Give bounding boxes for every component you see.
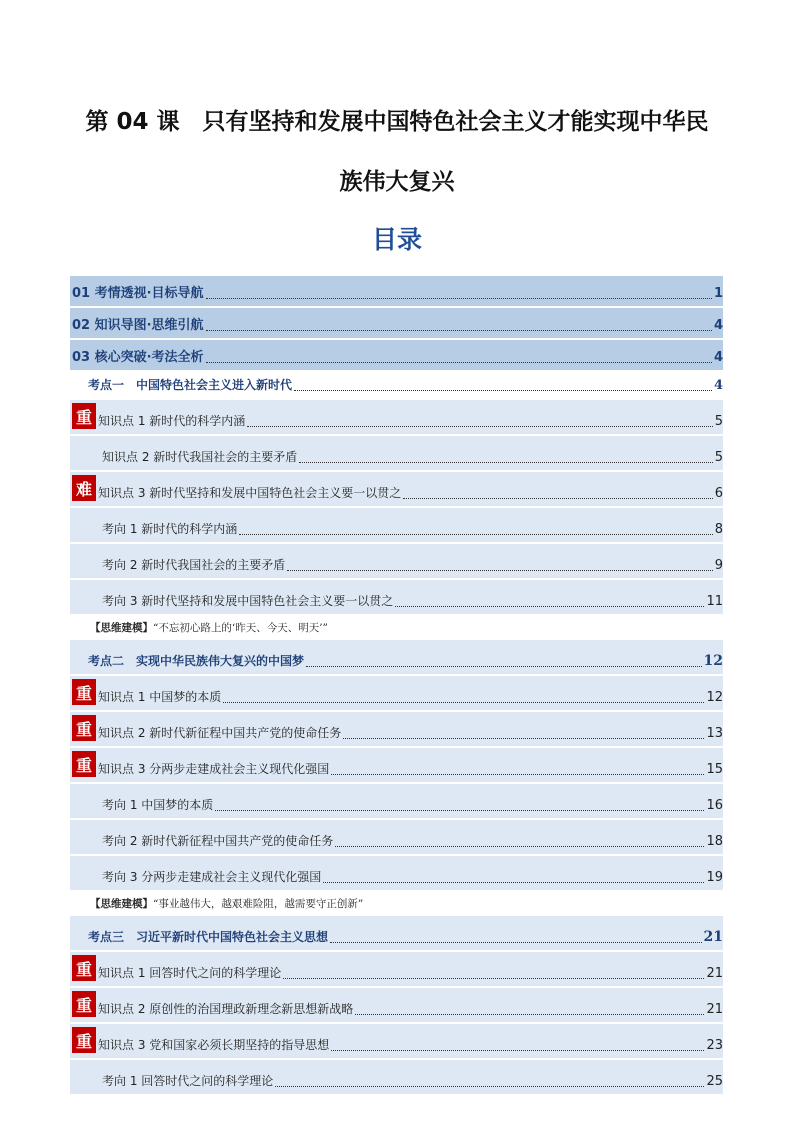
toc-page-number: 8: [714, 522, 723, 537]
thinking-model-text: “不忘初心路上的‘昨天、今天、明天’”: [153, 621, 328, 634]
dot-leader: [275, 1085, 704, 1087]
toc-section-02[interactable]: [70, 308, 723, 338]
dot-leader: [335, 845, 704, 847]
thinking-model-tag: 【思维建模】: [90, 621, 153, 634]
toc-page-number: 21: [706, 966, 723, 981]
toc-page-number: 21: [706, 1002, 723, 1017]
dot-leader: [287, 569, 712, 571]
toc-entry-label: 知识点 3 新时代坚持和发展中国特色社会主义要一以贯之: [98, 486, 402, 500]
toc-section-01[interactable]: [70, 276, 723, 306]
toc-page-number: 1: [713, 286, 723, 301]
toc-page-number: 25: [706, 1074, 723, 1089]
dot-leader: [206, 329, 712, 331]
toc-entry-label: 知识点 1 回答时代之问的科学理论: [98, 966, 282, 980]
toc-page-number: 16: [706, 798, 723, 813]
dot-leader: [247, 425, 712, 427]
toc-heading: 目录: [371, 225, 422, 254]
toc-page-number: 5: [714, 414, 723, 429]
thinking-model-text: “事业越伟大，越艰难险阻，越需要守正创新”: [153, 897, 364, 910]
toc-page-number: 13: [706, 726, 723, 741]
dot-leader: [215, 809, 704, 811]
toc-exam-direction[interactable]: [70, 856, 723, 890]
toc-page-number: 4: [713, 318, 723, 333]
toc-topic-3[interactable]: [70, 916, 723, 950]
table-of-contents: [70, 276, 723, 1096]
toc-entry-label: 知识点 2 新时代我国社会的主要矛盾: [102, 450, 298, 464]
dot-leader: [223, 701, 704, 703]
toc-entry-label: 考向 2 新时代新征程中国共产党的使命任务: [102, 834, 334, 848]
toc-exam-direction[interactable]: [70, 784, 723, 818]
toc-entry-label: 考点二 实现中华民族伟大复兴的中国梦: [88, 654, 305, 668]
toc-entry-label: 考点一 中国特色社会主义进入新时代: [88, 378, 293, 392]
toc-entry-label: 02 知识导图·思维引航: [72, 318, 204, 333]
toc-page-number: 12: [703, 653, 723, 669]
toc-knowledge-point[interactable]: [70, 436, 723, 470]
key-badge: 重: [72, 403, 96, 429]
toc-knowledge-point[interactable]: [70, 952, 723, 986]
toc-page-number: 11: [706, 594, 723, 609]
toc-page-number: 5: [714, 450, 723, 465]
toc-page-number: 18: [706, 834, 723, 849]
toc-exam-direction[interactable]: [70, 820, 723, 854]
toc-entry-label: 考向 1 新时代的科学内涵: [102, 522, 238, 536]
toc-entry-label: 考向 3 新时代坚持和发展中国特色社会主义要一以贯之: [102, 594, 394, 608]
toc-entry-label: 考向 1 中国梦的本质: [102, 798, 214, 812]
key-badge: 重: [72, 1027, 96, 1053]
dot-leader: [331, 1049, 704, 1051]
document-title-line-1: 第 04 课 只有坚持和发展中国特色社会主义才能实现中华民: [85, 109, 709, 135]
dot-leader: [330, 941, 702, 943]
toc-entry-label: 知识点 1 新时代的科学内涵: [98, 414, 246, 428]
dot-leader: [331, 773, 704, 775]
toc-knowledge-point[interactable]: [70, 676, 723, 710]
toc-entry-label: 知识点 2 新时代新征程中国共产党的使命任务: [98, 726, 342, 740]
toc-entry-label: 知识点 3 党和国家必须长期坚持的指导思想: [98, 1038, 330, 1052]
toc-topic-2[interactable]: [70, 640, 723, 674]
dot-leader: [206, 361, 712, 363]
dot-leader: [299, 461, 712, 463]
toc-entry-label: 考向 2 新时代我国社会的主要矛盾: [102, 558, 286, 572]
toc-exam-direction[interactable]: [70, 1060, 723, 1094]
key-badge: 重: [72, 715, 96, 741]
toc-entry-label: 知识点 1 中国梦的本质: [98, 690, 222, 704]
toc-knowledge-point[interactable]: [70, 748, 723, 782]
key-badge: 重: [72, 751, 96, 777]
key-badge: 重: [72, 679, 96, 705]
dot-leader: [206, 297, 712, 299]
toc-entry-label: 知识点 3 分两步走建成社会主义现代化强国: [98, 762, 330, 776]
toc-knowledge-point[interactable]: [70, 1024, 723, 1058]
dot-leader: [283, 977, 704, 979]
dot-leader: [323, 881, 704, 883]
toc-knowledge-point[interactable]: [70, 400, 723, 434]
thinking-model-note: [70, 892, 723, 914]
dot-leader: [395, 605, 704, 607]
key-badge: 重: [72, 991, 96, 1017]
dot-leader: [306, 665, 702, 667]
toc-knowledge-point[interactable]: [70, 988, 723, 1022]
toc-exam-direction[interactable]: [70, 580, 723, 614]
toc-page-number: 23: [706, 1038, 723, 1053]
dot-leader: [403, 497, 712, 499]
toc-entry-label: 考点三 习近平新时代中国特色社会主义思想: [88, 930, 329, 944]
toc-page-number: 19: [706, 870, 723, 885]
toc-entry-label: 考向 1 回答时代之问的科学理论: [102, 1074, 274, 1088]
dot-leader: [239, 533, 712, 535]
toc-entry-label: 知识点 2 原创性的治国理政新理念新思想新战略: [98, 1002, 354, 1016]
toc-page-number: 4: [713, 378, 723, 393]
toc-page-number: 4: [713, 350, 723, 365]
dot-leader: [355, 1013, 704, 1015]
toc-page-number: 15: [706, 762, 723, 777]
key-badge: 重: [72, 955, 96, 981]
difficult-badge: 难: [72, 475, 96, 501]
dot-leader: [343, 737, 704, 739]
toc-section-03[interactable]: [70, 340, 723, 370]
toc-page-number: 9: [714, 558, 723, 573]
thinking-model-note: [70, 616, 723, 638]
toc-exam-direction[interactable]: [70, 544, 723, 578]
toc-entry-label: 03 核心突破·考法全析: [72, 350, 204, 365]
toc-page-number: 6: [714, 486, 723, 501]
document-title-line-2: 族伟大复兴: [339, 169, 455, 195]
toc-knowledge-point[interactable]: [70, 472, 723, 506]
toc-entry-label: 01 考情透视·目标导航: [72, 286, 204, 301]
toc-topic-1[interactable]: [70, 372, 723, 398]
dot-leader: [294, 389, 712, 391]
toc-exam-direction[interactable]: [70, 508, 723, 542]
toc-page-number: 12: [706, 690, 723, 705]
toc-knowledge-point[interactable]: [70, 712, 723, 746]
toc-page-number: 21: [703, 929, 723, 945]
toc-entry-label: 考向 3 分两步走建成社会主义现代化强国: [102, 870, 322, 884]
thinking-model-tag: 【思维建模】: [90, 897, 153, 910]
